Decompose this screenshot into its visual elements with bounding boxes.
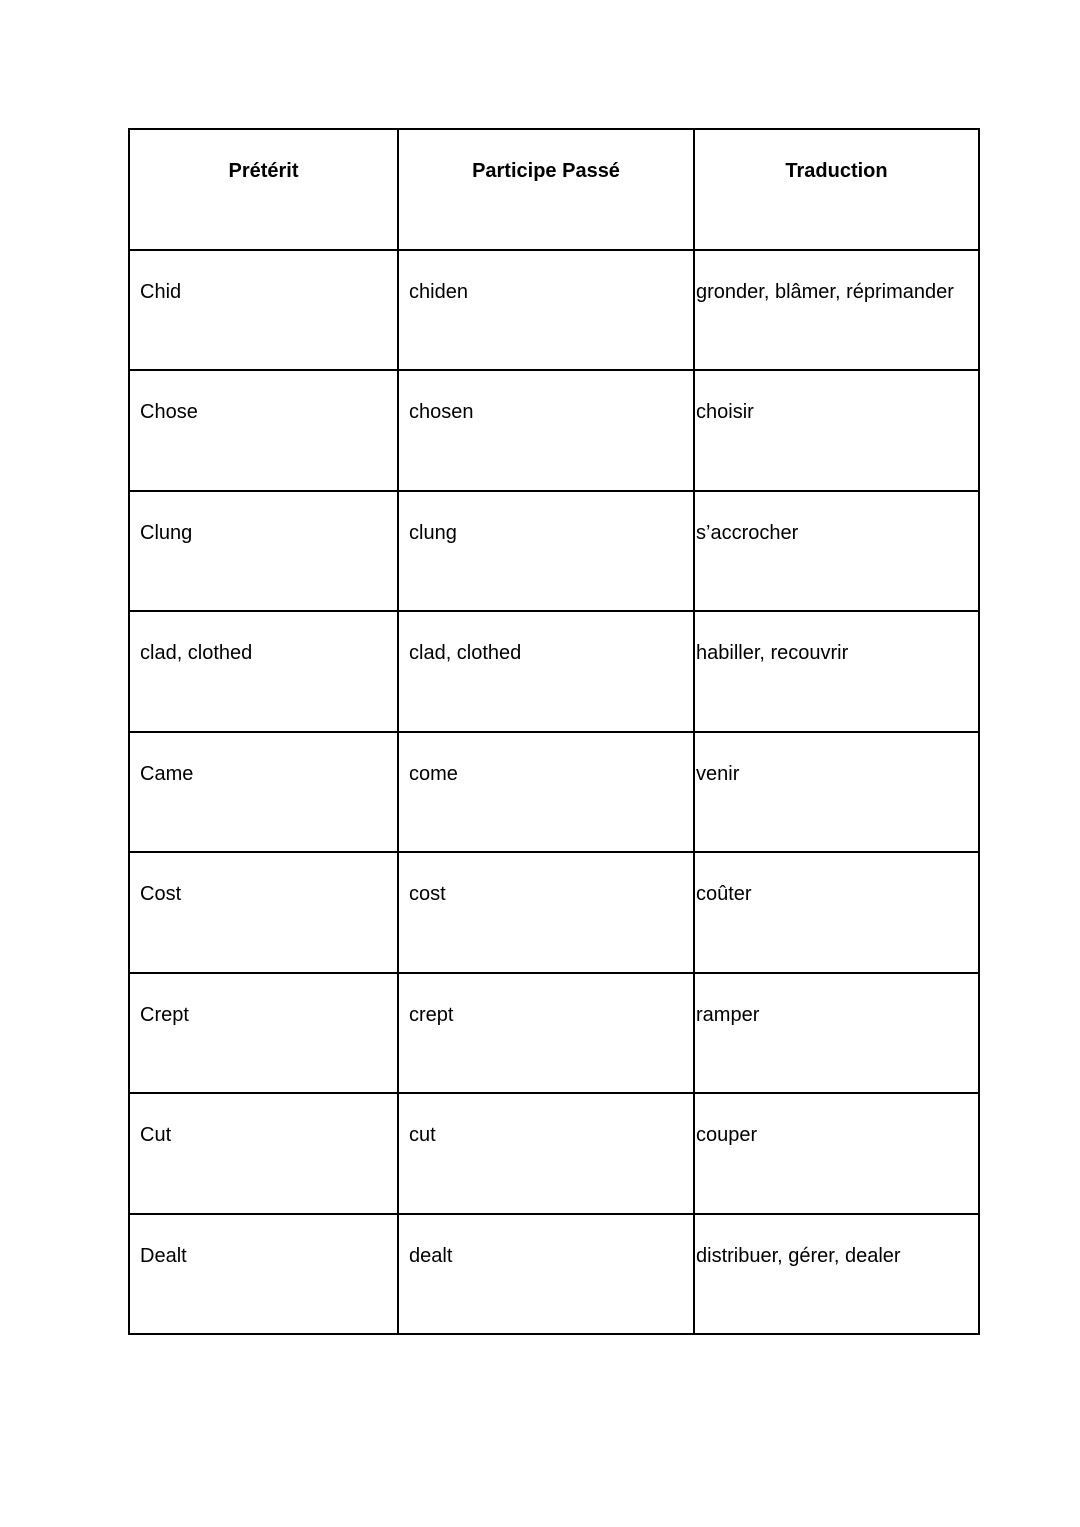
cell-preterit: Chid bbox=[129, 250, 398, 371]
table-header-row bbox=[129, 129, 979, 250]
verb-table-container bbox=[128, 128, 978, 1335]
cell-preterit: Cost bbox=[129, 852, 398, 973]
cell-traduction: couper bbox=[694, 1093, 979, 1214]
cell-traduction: gronder, blâmer, réprimander bbox=[694, 250, 979, 371]
header-traduction: Traduction bbox=[694, 129, 979, 250]
header-participe-passe: Participe Passé bbox=[398, 129, 694, 250]
cell-preterit: Dealt bbox=[129, 1214, 398, 1335]
cell-participe-passe: chiden bbox=[398, 250, 694, 371]
table-row bbox=[129, 611, 979, 732]
table-row bbox=[129, 491, 979, 612]
table-row bbox=[129, 250, 979, 371]
table-row bbox=[129, 1093, 979, 1214]
cell-traduction: habiller, recouvrir bbox=[694, 611, 979, 732]
cell-traduction: s’accrocher bbox=[694, 491, 979, 612]
cell-preterit: Cut bbox=[129, 1093, 398, 1214]
table-row bbox=[129, 370, 979, 491]
table-row bbox=[129, 1214, 979, 1335]
cell-preterit: Clung bbox=[129, 491, 398, 612]
table-row bbox=[129, 852, 979, 973]
cell-traduction: ramper bbox=[694, 973, 979, 1094]
cell-participe-passe: dealt bbox=[398, 1214, 694, 1335]
cell-participe-passe: cost bbox=[398, 852, 694, 973]
table-row bbox=[129, 732, 979, 853]
table-row bbox=[129, 973, 979, 1094]
cell-participe-passe: clad, clothed bbox=[398, 611, 694, 732]
cell-preterit: Crept bbox=[129, 973, 398, 1094]
irregular-verbs-table bbox=[128, 128, 980, 1335]
cell-traduction: venir bbox=[694, 732, 979, 853]
cell-participe-passe: clung bbox=[398, 491, 694, 612]
header-preterit: Prétérit bbox=[129, 129, 398, 250]
cell-preterit: clad, clothed bbox=[129, 611, 398, 732]
cell-preterit: Came bbox=[129, 732, 398, 853]
cell-participe-passe: come bbox=[398, 732, 694, 853]
cell-traduction: choisir bbox=[694, 370, 979, 491]
cell-participe-passe: chosen bbox=[398, 370, 694, 491]
cell-participe-passe: cut bbox=[398, 1093, 694, 1214]
cell-traduction: distribuer, gérer, dealer bbox=[694, 1214, 979, 1335]
cell-participe-passe: crept bbox=[398, 973, 694, 1094]
cell-traduction: coûter bbox=[694, 852, 979, 973]
cell-preterit: Chose bbox=[129, 370, 398, 491]
